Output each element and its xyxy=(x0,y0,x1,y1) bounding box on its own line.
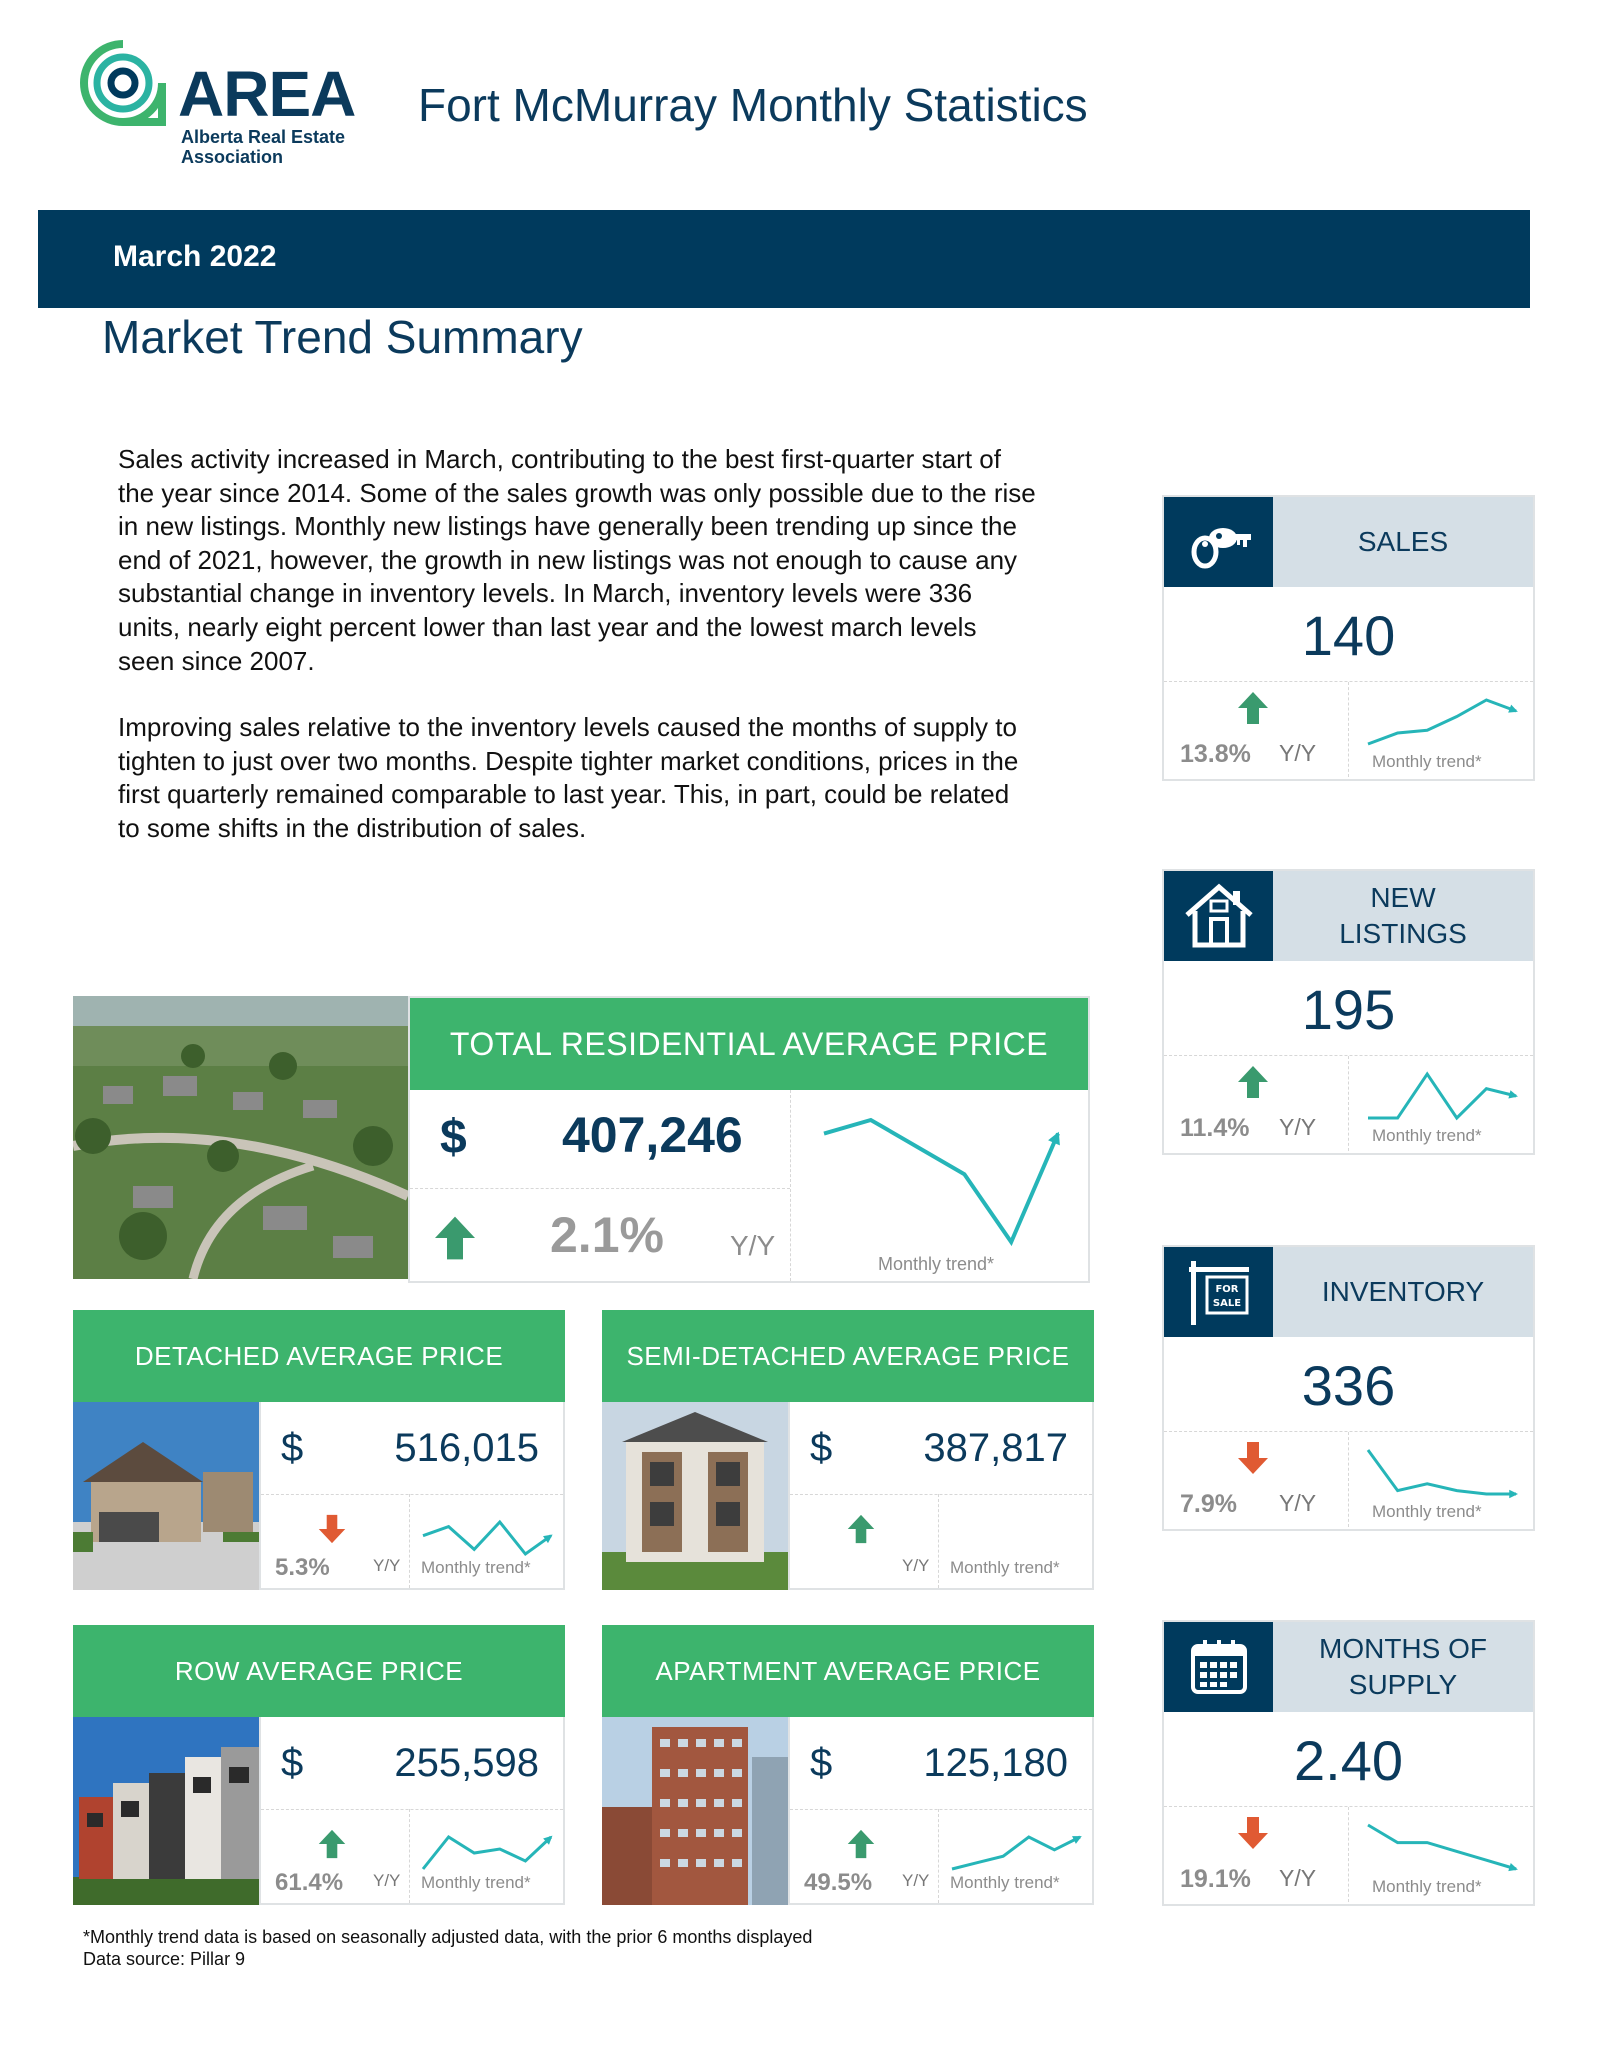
divider xyxy=(938,1494,939,1588)
stat-card-sales xyxy=(1162,495,1535,781)
semi-detached-trend-sparkline xyxy=(942,1514,1090,1562)
trend-label: Monthly trend* xyxy=(1372,752,1482,771)
currency-symbol: $ xyxy=(281,1426,304,1470)
trend-line xyxy=(423,1837,551,1869)
stat-card-inventory xyxy=(1162,1245,1535,1531)
stat-change: 19.1% xyxy=(1180,1865,1251,1893)
divider xyxy=(790,1494,1092,1495)
trend-line xyxy=(1368,1825,1516,1869)
stat-icon-box xyxy=(1164,1247,1273,1337)
stat-icon-box xyxy=(1164,1622,1273,1712)
total-residential-change: 2.1% xyxy=(550,1207,664,1263)
trend-arrowhead-icon xyxy=(1508,1863,1518,1871)
price-value: 387,817 xyxy=(923,1426,1068,1470)
stat-label xyxy=(1273,871,1533,961)
stat-label-line1: MONTHS OF xyxy=(1319,1633,1487,1664)
yy-label: Y/Y xyxy=(373,1871,401,1890)
price-card-title: DETACHED AVERAGE PRICE xyxy=(73,1310,565,1402)
yy-label: Y/Y xyxy=(902,1871,930,1890)
price-card-body xyxy=(259,1402,565,1590)
svg-text:FOR: FOR xyxy=(1214,1284,1239,1295)
divider xyxy=(1348,1807,1349,1902)
stat-label: SALES xyxy=(1273,497,1533,587)
summary-paragraph-2: Improving sales relative to the inventory levels caused the months of supply to tighten to just over two months. Despite tighter market conditions, prices in the first quarterly remained comparable to last year. This, in part, could be related to some shifts in the distribution of sales. xyxy=(118,712,1019,843)
yy-label: Y/Y xyxy=(1279,1490,1317,1516)
trend-line xyxy=(952,1837,1080,1869)
stat-label-line2: SUPPLY xyxy=(1348,1669,1458,1700)
total-residential-card xyxy=(408,996,1090,1283)
stat-change-row xyxy=(1164,1807,1533,1902)
trend-label: Monthly trend* xyxy=(950,1558,1060,1577)
sales-trend-sparkline xyxy=(1358,692,1526,752)
for-sale-sign-icon xyxy=(1183,1257,1255,1327)
stat-change: 11.4% xyxy=(1180,1114,1250,1142)
price-change: 61.4% xyxy=(275,1869,344,1896)
yy-label: Y/Y xyxy=(1279,1865,1317,1891)
stat-value: 336 xyxy=(1164,1339,1533,1432)
stat-label: INVENTORY xyxy=(1273,1247,1533,1337)
stat-label-line2: LISTINGS xyxy=(1339,918,1467,949)
price-card-detached xyxy=(73,1310,565,1590)
row-housing-photo xyxy=(73,1717,259,1905)
logo-subtitle-line2: Association xyxy=(181,147,284,167)
period-label: March 2022 xyxy=(113,240,277,273)
divider xyxy=(409,1494,410,1588)
detached-trend-sparkline xyxy=(413,1514,561,1562)
stat-value: 195 xyxy=(1164,963,1533,1056)
price-change: 49.5% xyxy=(804,1869,873,1896)
price-card-semi-detached xyxy=(602,1310,1094,1590)
trend-label: Monthly trend* xyxy=(1372,1877,1482,1896)
svg-text:SALE: SALE xyxy=(1212,1298,1241,1309)
logo-name: AREA xyxy=(178,58,356,130)
yy-label: Y/Y xyxy=(373,1556,401,1575)
stat-change-row xyxy=(1164,1056,1533,1151)
currency-symbol: $ xyxy=(281,1741,304,1785)
stat-value: 2.40 xyxy=(1164,1714,1533,1807)
new-listings-trend-sparkline xyxy=(1358,1066,1526,1126)
area-logo-icon xyxy=(80,40,166,126)
price-card-apartment xyxy=(602,1625,1094,1905)
logo-subtitle-line1: Alberta Real Estate xyxy=(181,127,346,147)
stat-change: 7.9% xyxy=(1180,1490,1237,1518)
total-residential-value: 407,246 xyxy=(562,1107,743,1163)
divider xyxy=(1348,1056,1349,1151)
footnote-line1: *Monthly trend data is based on seasonally adjusted data, with the prior 6 months displayed xyxy=(83,1927,813,1947)
arrow-up-icon xyxy=(432,1214,478,1262)
price-card-body xyxy=(788,1402,1094,1590)
stat-label xyxy=(1273,1622,1533,1712)
document-title: Fort McMurray Monthly Statistics xyxy=(418,79,1088,131)
price-change: 5.3% xyxy=(275,1554,330,1581)
trend-label: Monthly trend* xyxy=(878,1254,995,1274)
divider xyxy=(409,1809,410,1903)
price-card-body xyxy=(788,1717,1094,1905)
section-title: Market Trend Summary xyxy=(102,311,583,363)
trend-label: Monthly trend* xyxy=(1372,1502,1482,1521)
neighbourhood-aerial-photo xyxy=(73,996,408,1279)
semi-detached-house-photo xyxy=(602,1402,788,1590)
arrow-down-icon xyxy=(317,1512,347,1546)
total-residential-trend-sparkline xyxy=(810,1108,1072,1258)
price-card-row xyxy=(73,1625,565,1905)
arrow-up-icon xyxy=(1236,1064,1270,1100)
yy-label: Y/Y xyxy=(730,1230,776,1261)
months-supply-trend-sparkline xyxy=(1358,1817,1526,1877)
divider xyxy=(1348,1432,1349,1527)
price-card-title: ROW AVERAGE PRICE xyxy=(73,1625,565,1717)
trend-line xyxy=(824,1120,1058,1242)
yy-label: Y/Y xyxy=(1279,740,1317,766)
trend-arrowhead-icon xyxy=(1508,1090,1518,1098)
currency-symbol: $ xyxy=(440,1111,467,1164)
stat-change-row xyxy=(1164,1432,1533,1527)
divider xyxy=(261,1494,563,1495)
price-card-body xyxy=(259,1717,565,1905)
arrow-up-icon xyxy=(1236,690,1270,726)
stat-card-months-of-supply xyxy=(1162,1620,1535,1906)
arrow-down-icon xyxy=(1236,1815,1270,1851)
trend-line xyxy=(423,1522,551,1554)
total-residential-title: TOTAL RESIDENTIAL AVERAGE PRICE xyxy=(410,998,1088,1090)
summary-text xyxy=(118,443,1038,879)
stat-label-line1: NEW xyxy=(1370,882,1436,913)
divider xyxy=(790,1809,1092,1810)
stat-icon-box xyxy=(1164,871,1273,961)
price-value: 255,598 xyxy=(394,1741,539,1785)
divider xyxy=(261,1809,563,1810)
trend-label: Monthly trend* xyxy=(421,1558,531,1577)
house-icon xyxy=(1181,881,1257,951)
divider xyxy=(1348,682,1349,777)
trend-line xyxy=(1368,1074,1516,1118)
arrow-up-icon xyxy=(846,1512,876,1546)
trend-label: Monthly trend* xyxy=(1372,1126,1482,1145)
price-card-title: APARTMENT AVERAGE PRICE xyxy=(602,1625,1094,1717)
footnote-line2: Data source: Pillar 9 xyxy=(83,1949,246,1969)
trend-label: Monthly trend* xyxy=(950,1873,1060,1892)
stat-change-row xyxy=(1164,682,1533,777)
inventory-trend-sparkline xyxy=(1358,1442,1526,1502)
stat-icon-box xyxy=(1164,497,1273,587)
arrow-down-icon xyxy=(1236,1440,1270,1476)
footnote xyxy=(83,1926,812,1970)
summary-paragraph-1: Sales activity increased in March, contributing to the best first-quarter start of the year since 2014. Some of the sales growth was only possible due to the rise in new listings. Monthly new listings have generally been trending up since the end of 2021, however, the growth in new listings was not enough to cause any substantial change in inventory levels. In March, inventory levels were 336 units, nearly eight percent lower than last year and the lowest march levels seen since 2007. xyxy=(118,444,1036,676)
price-card-title: SEMI-DETACHED AVERAGE PRICE xyxy=(602,1310,1094,1402)
row-trend-sparkline xyxy=(413,1829,561,1877)
keys-icon xyxy=(1179,510,1259,574)
detached-house-photo xyxy=(73,1402,259,1590)
divider xyxy=(790,1090,791,1281)
arrow-up-icon xyxy=(846,1827,876,1861)
trend-label: Monthly trend* xyxy=(421,1873,531,1892)
divider xyxy=(938,1809,939,1903)
stat-change: 13.8% xyxy=(1180,740,1251,768)
trend-line xyxy=(1368,1450,1516,1494)
price-value: 516,015 xyxy=(394,1426,539,1470)
stat-value: 140 xyxy=(1164,589,1533,682)
apartment-trend-sparkline xyxy=(942,1829,1090,1877)
currency-symbol: $ xyxy=(810,1426,833,1470)
trend-line xyxy=(1368,700,1516,744)
stat-card-new-listings xyxy=(1162,869,1535,1155)
price-value: 125,180 xyxy=(923,1741,1068,1785)
trend-arrowhead-icon xyxy=(1509,1490,1518,1499)
currency-symbol: $ xyxy=(810,1741,833,1785)
yy-label: Y/Y xyxy=(902,1556,930,1575)
yy-label: Y/Y xyxy=(1279,1114,1317,1140)
logo-subtitle xyxy=(181,127,345,167)
apartment-tower-photo xyxy=(602,1717,788,1905)
divider xyxy=(410,1188,790,1189)
calendar-icon xyxy=(1187,1636,1251,1698)
arrow-up-icon xyxy=(317,1827,347,1861)
